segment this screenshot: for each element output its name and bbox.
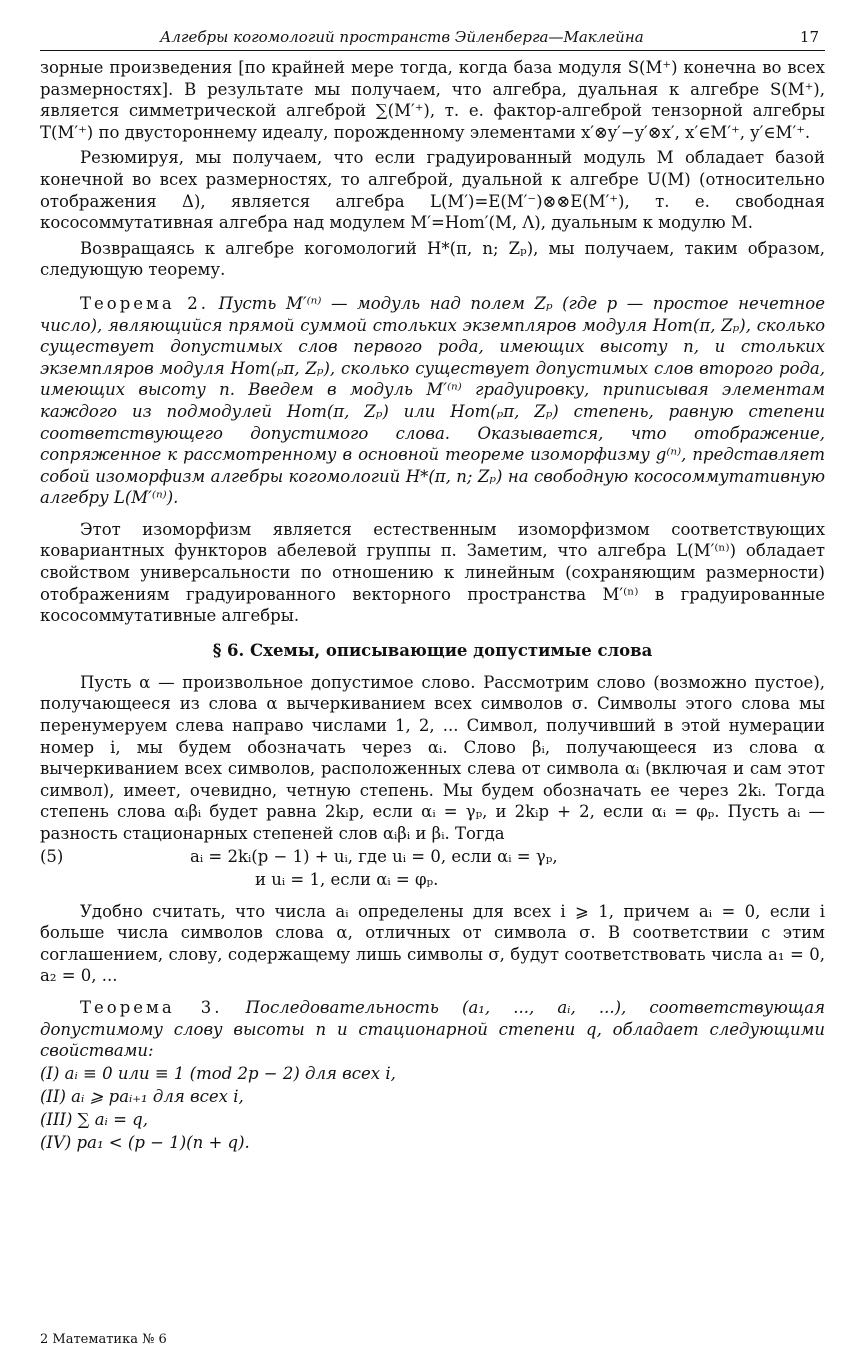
section-title: § 6. Схемы, описывающие допустимые слова xyxy=(212,640,653,660)
paragraph-4: Этот изоморфизм является естественным изоморфизмом соответствующих ковариантных функторов абелевой группы π. Заметим, что алгебра L(M′⁽ⁿ⁾) обладает свойством универсальности по отношению к линейным (сохраняющим размерности) отображениям градуированного векторного пространства M′⁽ⁿ⁾ в градуированные кососоммутативные алгебры. xyxy=(40,519,825,626)
paragraph-6: Удобно считать, что числа aᵢ определены для всех i ⩾ 1, причем aᵢ = 0, если i больше числа символов слова α, отличных от символа σ. В соответствии с этим соглашением, слову, содержащему лишь символы σ, будут соответствовать числа a₁ = 0, a₂ = 0, ... xyxy=(40,901,825,986)
page xyxy=(40,28,825,1347)
running-header xyxy=(40,28,825,51)
condition-2: (II) aᵢ ⩾ paᵢ₊₁ для всех i, xyxy=(40,1086,244,1106)
theorem-3-text: Последовательность (a₁, ..., aᵢ, ...), соответствующая допустимому слову высоты n и стационарной степени q, обладает следующими свойствами: xyxy=(40,997,825,1061)
theorem-3 xyxy=(40,997,825,1062)
paragraph-5: Пусть α — произвольное допустимое слово. Рассмотрим слово (возможно пустое), получающееся из слова α вычеркиванием всех символов σ. Символы этого слова мы перенумеруем слева направо числами 1, 2, ... Символ, получивший в этой нумерации номер i, мы будем обозначать через αᵢ. Слово βᵢ, получающееся из слова α вычеркиванием всех символов, расположенных слева от символа αᵢ (включая и сам этот символ), имеет, очевидно, четную степень. Мы будем обозначать ее через 2kᵢ. Тогда степень слова αᵢβᵢ будет равна 2kᵢp, если αᵢ = γₚ, и 2kᵢp + 2, если αᵢ = φₚ. Пусть aᵢ — разность стационарных степеней слов αᵢβᵢ и βᵢ. Тогда xyxy=(40,672,825,843)
theorem-2-label: Теорема 2. xyxy=(80,293,210,313)
theorem-3-label: Теорема 3. xyxy=(80,997,223,1017)
formula-line-1: aᵢ = 2kᵢ(p − 1) + uᵢ, где uᵢ = 0, если αᵢ = γₚ, xyxy=(190,846,558,866)
condition-4: (IV) pa₁ < (p − 1)(n + q). xyxy=(40,1132,250,1152)
formula-label: (5) xyxy=(40,846,64,866)
theorem-2-text: Пусть M′⁽ⁿ⁾ — модуль над полем Zₚ (где p — простое нечетное число), являющийся прямой суммой стольких экземпляров модуля Hom(π, Zₚ), сколько существует допустимых слов первого рода, имеющих высоту n, и стольких экземпляров модуля Hom(ₚπ, Zₚ), сколько существует допустимых слов второго рода, имеющих высоту n. Введем в модуль M′⁽ⁿ⁾ градуировку, приписывая элементам каждого из подмодулей Hom(π, Zₚ) или Hom(ₚπ, Zₚ) степень, равную степени соответствующего допустимого слова. Оказывается, что отображение, сопряженное к рассмотренному в основной теореме изоморфизму g⁽ⁿ⁾, представляет собой изоморфизм алгебры когомологий H*(π, n; Zₚ) на свободную кососоммутативную алгебру L(M′⁽ⁿ⁾). xyxy=(40,293,825,508)
page-number: 17 xyxy=(799,28,819,46)
condition-1: (I) aᵢ ≡ 0 или ≡ 1 (mod 2p − 2) для всех i, xyxy=(40,1063,396,1083)
running-title: Алгебры когомологий пространств Эйленберга—Маклейна xyxy=(160,28,644,46)
footer-signature: 2 Математика № 6 xyxy=(40,1332,167,1347)
formula-5 xyxy=(40,845,825,868)
formula-line-2: и uᵢ = 1, если αᵢ = φₚ. xyxy=(255,869,439,889)
theorem-2 xyxy=(40,293,825,509)
paragraph-3: Возвращаясь к алгебре когомологий H*(π, n; Zₚ), мы получаем, таким образом, следующую теорему. xyxy=(40,238,825,280)
paragraph-1: зорные произведения [по крайней мере тогда, когда база модуля S(M⁺) конечна во всех размерностях]. В результате мы получаем, что алгебра, дуальная к алгебре S(M⁺), является симметрической алгеброй ∑(M′⁺), т. е. фактор-алгеброй тензорной алгебры T(M′⁺) по двустороннему идеалу, порожденному элементами x′⊗y′−y′⊗x′, x′∈M′⁺, y′∈M′⁺. xyxy=(40,58,825,142)
condition-3: (III) ∑ aᵢ = q, xyxy=(40,1109,148,1129)
paragraph-2: Резюмируя, мы получаем, что если градуированный модуль M обладает базой конечной во всех размерностях, то алгеброй, дуальной к алгебре U(M) (относительно отображения Δ), является алгебра L(M′)=E(M′⁻)⊗⊗E(M′⁺), т. е. свободная кососоммутативная алгебра над модулем M′=Hom′(M, Λ), дуальным к модулю M. xyxy=(40,148,825,233)
formula-5-cont xyxy=(40,868,825,891)
